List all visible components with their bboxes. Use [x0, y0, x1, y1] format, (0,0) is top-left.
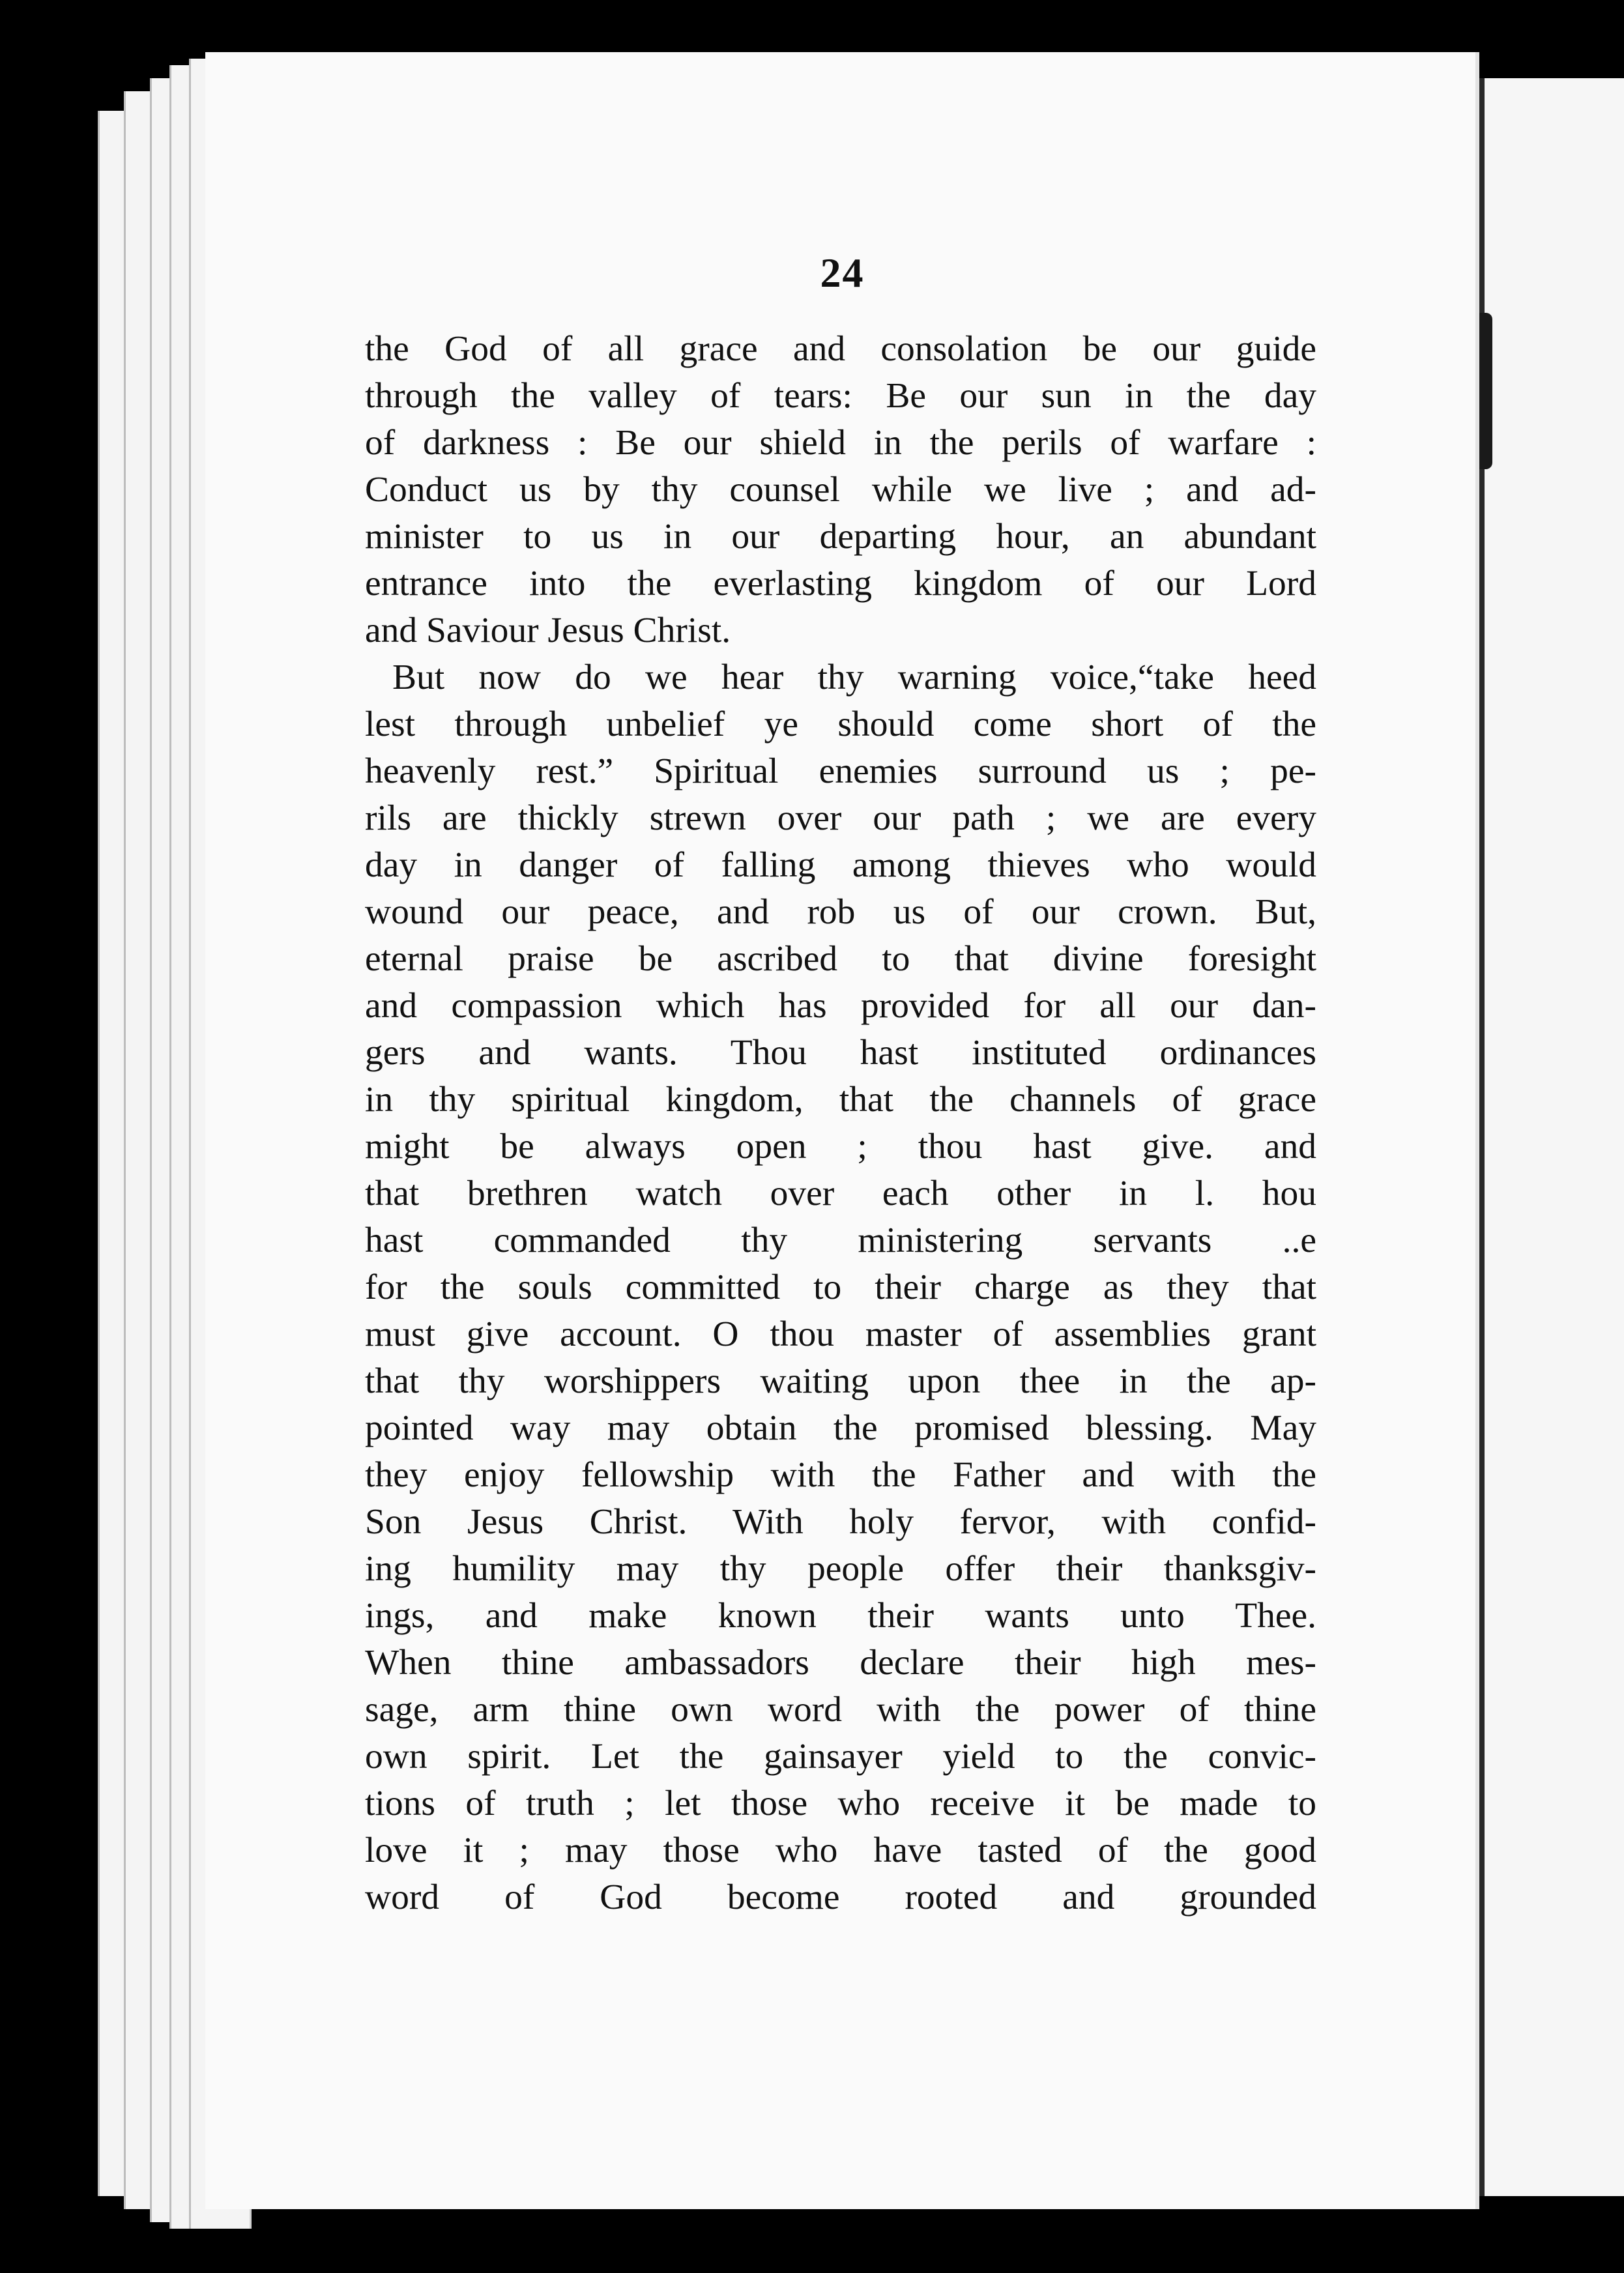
- text-line: sage, arm thine own word with the power of thine: [365, 1690, 1316, 1730]
- text-line: Conduct us by thy counsel while we live ; and ad-: [365, 470, 1316, 510]
- text-line: wound our peace, and rob us of our crown. But,: [365, 892, 1316, 932]
- text-line: love it ; may those who have tasted of the good: [365, 1831, 1316, 1870]
- text-line: entrance into the everlasting kingdom of our Lord: [365, 564, 1316, 603]
- text-line: must give account. O thou master of assemblies grant: [365, 1314, 1316, 1354]
- text-line: eternal praise be ascribed to that divine foresight: [365, 939, 1316, 979]
- text-line: Son Jesus Christ. With holy fervor, with confid-: [365, 1502, 1316, 1542]
- text-line: own spirit. Let the gainsayer yield to the convic-: [365, 1737, 1316, 1776]
- text-line: that brethren watch over each other in l. hou: [365, 1174, 1316, 1213]
- text-line: ing humility may thy people offer their thanksgiv-: [365, 1549, 1316, 1589]
- text-line: pointed way may obtain the promised blessing. May: [365, 1408, 1316, 1448]
- page-number: 24: [820, 250, 865, 296]
- text-line: When thine ambassadors declare their high mes-: [365, 1643, 1316, 1683]
- text-line: through the valley of tears: Be our sun in the day: [365, 376, 1316, 416]
- body-text: [365, 326, 1316, 1921]
- text-line: for the souls committed to their charge as they that: [365, 1267, 1316, 1307]
- text-line: of darkness : Be our shield in the perils of warfare :: [365, 423, 1316, 463]
- text-line: gers and wants. Thou hast instituted ordinances: [365, 1033, 1316, 1073]
- text-line: they enjoy fellowship with the Father and with the: [365, 1455, 1316, 1495]
- text-line: But now do we hear thy warning voice,“take heed: [392, 658, 1316, 697]
- facing-page: [1479, 78, 1624, 2196]
- text-line: might be always open ; thou hast give. and: [365, 1127, 1316, 1166]
- book-page: [205, 52, 1479, 2209]
- text-line: lest through unbelief ye should come short of the: [365, 704, 1316, 744]
- text-line: that thy worshippers waiting upon thee in the ap-: [365, 1361, 1316, 1401]
- text-line: and compassion which has provided for all our dan-: [365, 986, 1316, 1026]
- text-line: day in danger of falling among thieves who would: [365, 845, 1316, 885]
- text-line: the God of all grace and consolation be our guide: [365, 329, 1316, 369]
- text-line: hast commanded thy ministering servants ..e: [365, 1221, 1316, 1260]
- text-line: and Saviour Jesus Christ.: [365, 611, 731, 650]
- text-line: rils are thickly strewn over our path ; we are every: [365, 798, 1316, 838]
- text-line: heavenly rest.” Spiritual enemies surround us ; pe-: [365, 751, 1316, 791]
- text-line: in thy spiritual kingdom, that the channels of grace: [365, 1080, 1316, 1120]
- text-line: word of God become rooted and grounded: [365, 1877, 1316, 1917]
- text-line: tions of truth ; let those who receive it be made to: [365, 1784, 1316, 1823]
- text-line: minister to us in our departing hour, an abundant: [365, 517, 1316, 557]
- text-line: ings, and make known their wants unto Thee.: [365, 1596, 1316, 1636]
